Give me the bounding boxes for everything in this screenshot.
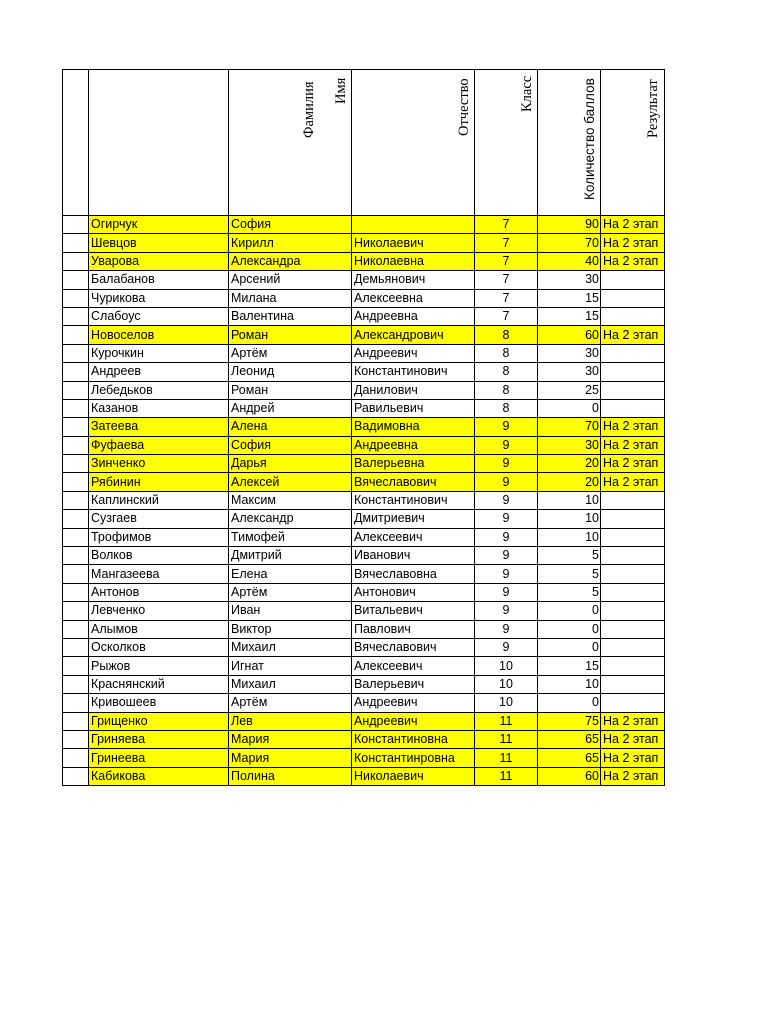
cell-grade: 9 (475, 638, 538, 656)
cell-grade: 10 (475, 694, 538, 712)
cell-result: На 2 этап (601, 712, 665, 730)
cell-score: 0 (538, 638, 601, 656)
header-score-label: Количество баллов (582, 78, 597, 200)
cell-score: 15 (538, 307, 601, 325)
cell-result (601, 510, 665, 528)
cell-index (63, 583, 89, 601)
cell-grade: 8 (475, 399, 538, 417)
cell-patronymic: Вячеславовна (352, 565, 475, 583)
cell-name: Валентина (229, 307, 352, 325)
cell-score: 0 (538, 620, 601, 638)
table-body (63, 216, 665, 786)
cell-patronymic: Дмитриевич (352, 510, 475, 528)
cell-grade: 11 (475, 749, 538, 767)
cell-name: Роман (229, 326, 352, 344)
cell-name: Артём (229, 694, 352, 712)
cell-score: 30 (538, 436, 601, 454)
cell-score: 10 (538, 528, 601, 546)
table-row (63, 730, 665, 748)
table-row (63, 510, 665, 528)
table-row (63, 344, 665, 362)
cell-grade: 8 (475, 363, 538, 381)
cell-result (601, 528, 665, 546)
cell-patronymic (352, 216, 475, 234)
cell-index (63, 363, 89, 381)
cell-result (601, 583, 665, 601)
cell-grade: 7 (475, 252, 538, 270)
cell-grade: 7 (475, 234, 538, 252)
header-score (538, 70, 601, 216)
cell-score: 70 (538, 234, 601, 252)
cell-surname: Лебедьков (89, 381, 229, 399)
header-result (601, 70, 665, 216)
cell-result: На 2 этап (601, 234, 665, 252)
cell-index (63, 252, 89, 270)
cell-patronymic: Андреевич (352, 344, 475, 362)
cell-score: 90 (538, 216, 601, 234)
cell-index (63, 216, 89, 234)
cell-result (601, 271, 665, 289)
cell-name: Милана (229, 289, 352, 307)
cell-surname: Кабикова (89, 767, 229, 785)
cell-surname: Антонов (89, 583, 229, 601)
header-result-label: Результат (645, 79, 661, 138)
table-row (63, 491, 665, 509)
cell-name: Лев (229, 712, 352, 730)
cell-result (601, 289, 665, 307)
cell-index (63, 565, 89, 583)
cell-result (601, 307, 665, 325)
cell-name: Дарья (229, 455, 352, 473)
cell-result: На 2 этап (601, 436, 665, 454)
cell-result (601, 344, 665, 362)
table-row (63, 234, 665, 252)
cell-result: На 2 этап (601, 252, 665, 270)
table-row (63, 381, 665, 399)
header-row (63, 70, 665, 216)
cell-name: Алена (229, 418, 352, 436)
cell-index (63, 436, 89, 454)
cell-score: 0 (538, 602, 601, 620)
cell-surname: Алымов (89, 620, 229, 638)
cell-score: 5 (538, 565, 601, 583)
cell-patronymic: Константинович (352, 363, 475, 381)
table-row (63, 583, 665, 601)
cell-surname: Уварова (89, 252, 229, 270)
cell-score: 65 (538, 749, 601, 767)
cell-score: 15 (538, 289, 601, 307)
cell-result: На 2 этап (601, 455, 665, 473)
cell-name: Кирилл (229, 234, 352, 252)
header-name (229, 70, 352, 216)
cell-name: Леонид (229, 363, 352, 381)
cell-score: 25 (538, 381, 601, 399)
cell-score: 70 (538, 418, 601, 436)
header-surname-label: Фамилия (301, 81, 317, 138)
cell-patronymic: Демьянович (352, 271, 475, 289)
results-table (62, 69, 665, 786)
cell-grade: 9 (475, 455, 538, 473)
cell-score: 30 (538, 271, 601, 289)
cell-index (63, 307, 89, 325)
cell-index (63, 712, 89, 730)
cell-index (63, 289, 89, 307)
cell-index (63, 638, 89, 656)
table-row (63, 216, 665, 234)
cell-name: Арсений (229, 271, 352, 289)
cell-surname: Каплинский (89, 491, 229, 509)
cell-score: 0 (538, 399, 601, 417)
cell-grade: 8 (475, 326, 538, 344)
cell-index (63, 510, 89, 528)
header-patronymic (352, 70, 475, 216)
cell-index (63, 399, 89, 417)
cell-surname: Сузгаев (89, 510, 229, 528)
cell-score: 20 (538, 473, 601, 491)
table-row (63, 418, 665, 436)
cell-index (63, 473, 89, 491)
header-name-label: Имя (333, 77, 349, 104)
cell-result (601, 547, 665, 565)
cell-result: На 2 этап (601, 749, 665, 767)
cell-name: Алексей (229, 473, 352, 491)
table-row (63, 399, 665, 417)
cell-grade: 7 (475, 307, 538, 325)
cell-patronymic: Андреевич (352, 694, 475, 712)
cell-surname: Курочкин (89, 344, 229, 362)
cell-surname: Левченко (89, 602, 229, 620)
cell-grade: 9 (475, 620, 538, 638)
cell-index (63, 767, 89, 785)
cell-index (63, 694, 89, 712)
cell-patronymic: Андреевна (352, 436, 475, 454)
cell-surname: Трофимов (89, 528, 229, 546)
cell-name: Максим (229, 491, 352, 509)
cell-surname: Шевцов (89, 234, 229, 252)
header-grade-label: Класс (519, 75, 535, 112)
cell-patronymic: Николаевич (352, 767, 475, 785)
cell-grade: 10 (475, 657, 538, 675)
cell-result (601, 620, 665, 638)
cell-score: 10 (538, 510, 601, 528)
cell-result (601, 381, 665, 399)
cell-result (601, 363, 665, 381)
header-patronymic-label: Отчество (456, 78, 472, 136)
cell-grade: 9 (475, 528, 538, 546)
cell-name: Виктор (229, 620, 352, 638)
table-row (63, 749, 665, 767)
cell-index (63, 344, 89, 362)
cell-result (601, 638, 665, 656)
header-surname (89, 70, 317, 216)
cell-surname: Затеева (89, 418, 229, 436)
cell-index (63, 547, 89, 565)
cell-result (601, 399, 665, 417)
cell-index (63, 491, 89, 509)
cell-patronymic: Валерьевич (352, 675, 475, 693)
cell-patronymic: Константиновна (352, 730, 475, 748)
table-row (63, 565, 665, 583)
cell-patronymic: Равильевич (352, 399, 475, 417)
cell-name: Михаил (229, 675, 352, 693)
table-row (63, 252, 665, 270)
cell-index (63, 620, 89, 638)
cell-name: София (229, 216, 352, 234)
cell-name: Полина (229, 767, 352, 785)
cell-grade: 11 (475, 712, 538, 730)
cell-name: Мария (229, 749, 352, 767)
cell-surname: Гриняева (89, 730, 229, 748)
cell-surname: Казанов (89, 399, 229, 417)
cell-index (63, 271, 89, 289)
cell-grade: 7 (475, 289, 538, 307)
table-row (63, 602, 665, 620)
table-row (63, 528, 665, 546)
cell-patronymic: Валерьевна (352, 455, 475, 473)
cell-patronymic: Алексеевич (352, 528, 475, 546)
table-row (63, 675, 665, 693)
table-row (63, 307, 665, 325)
cell-name: Игнат (229, 657, 352, 675)
cell-name: Андрей (229, 399, 352, 417)
cell-patronymic: Павлович (352, 620, 475, 638)
cell-grade: 8 (475, 381, 538, 399)
table-row (63, 436, 665, 454)
cell-grade: 10 (475, 675, 538, 693)
cell-result (601, 657, 665, 675)
cell-grade: 9 (475, 436, 538, 454)
cell-grade: 7 (475, 216, 538, 234)
cell-grade: 8 (475, 344, 538, 362)
cell-patronymic: Николаевич (352, 234, 475, 252)
cell-grade: 9 (475, 602, 538, 620)
cell-grade: 9 (475, 565, 538, 583)
table-row (63, 638, 665, 656)
cell-surname: Грищенко (89, 712, 229, 730)
cell-patronymic: Вячеславович (352, 473, 475, 491)
cell-patronymic: Антонович (352, 583, 475, 601)
cell-patronymic: Николаевна (352, 252, 475, 270)
cell-index (63, 326, 89, 344)
cell-patronymic: Вадимовна (352, 418, 475, 436)
cell-surname: Краснянский (89, 675, 229, 693)
table-row (63, 767, 665, 785)
table-row (63, 326, 665, 344)
cell-index (63, 381, 89, 399)
cell-surname: Огирчук (89, 216, 229, 234)
cell-name: Елена (229, 565, 352, 583)
cell-result (601, 491, 665, 509)
cell-name: Михаил (229, 638, 352, 656)
cell-patronymic: Витальевич (352, 602, 475, 620)
cell-score: 40 (538, 252, 601, 270)
cell-name: Александра (229, 252, 352, 270)
cell-surname: Рябинин (89, 473, 229, 491)
cell-result: На 2 этап (601, 730, 665, 748)
cell-patronymic: Андреевна (352, 307, 475, 325)
cell-score: 20 (538, 455, 601, 473)
cell-score: 15 (538, 657, 601, 675)
cell-grade: 9 (475, 547, 538, 565)
cell-name: Артём (229, 344, 352, 362)
header-grade (475, 70, 538, 216)
cell-surname: Новоселов (89, 326, 229, 344)
cell-grade: 11 (475, 730, 538, 748)
cell-index (63, 749, 89, 767)
cell-patronymic: Алексеевна (352, 289, 475, 307)
cell-index (63, 234, 89, 252)
cell-patronymic: Алексеевич (352, 657, 475, 675)
table-row (63, 712, 665, 730)
cell-patronymic: Константинович (352, 491, 475, 509)
cell-score: 10 (538, 491, 601, 509)
cell-surname: Фуфаева (89, 436, 229, 454)
cell-surname: Андреев (89, 363, 229, 381)
cell-grade: 9 (475, 473, 538, 491)
cell-surname: Волков (89, 547, 229, 565)
cell-patronymic: Вячеславович (352, 638, 475, 656)
cell-index (63, 657, 89, 675)
cell-result (601, 694, 665, 712)
cell-patronymic: Данилович (352, 381, 475, 399)
cell-surname: Чурикова (89, 289, 229, 307)
table-row (63, 547, 665, 565)
cell-score: 5 (538, 547, 601, 565)
cell-name: Дмитрий (229, 547, 352, 565)
table-row (63, 473, 665, 491)
cell-surname: Осколков (89, 638, 229, 656)
cell-score: 0 (538, 694, 601, 712)
cell-name: Иван (229, 602, 352, 620)
cell-score: 30 (538, 344, 601, 362)
cell-result: На 2 этап (601, 767, 665, 785)
cell-patronymic: Иванович (352, 547, 475, 565)
cell-result (601, 602, 665, 620)
cell-name: Роман (229, 381, 352, 399)
cell-grade: 11 (475, 767, 538, 785)
cell-surname: Мангазеева (89, 565, 229, 583)
cell-surname: Зинченко (89, 455, 229, 473)
cell-surname: Балабанов (89, 271, 229, 289)
cell-score: 10 (538, 675, 601, 693)
cell-name: Мария (229, 730, 352, 748)
cell-patronymic: Александрович (352, 326, 475, 344)
cell-name: София (229, 436, 352, 454)
cell-score: 60 (538, 767, 601, 785)
cell-score: 5 (538, 583, 601, 601)
cell-index (63, 455, 89, 473)
cell-surname: Рыжов (89, 657, 229, 675)
table-row (63, 694, 665, 712)
cell-surname: Гринеева (89, 749, 229, 767)
cell-grade: 9 (475, 510, 538, 528)
table-row (63, 455, 665, 473)
table-row (63, 657, 665, 675)
cell-index (63, 730, 89, 748)
table-row (63, 289, 665, 307)
header-index (63, 70, 89, 216)
cell-result: На 2 этап (601, 216, 665, 234)
cell-score: 30 (538, 363, 601, 381)
cell-result (601, 675, 665, 693)
cell-name: Александр (229, 510, 352, 528)
cell-surname: Кривошеев (89, 694, 229, 712)
cell-patronymic: Константинровна (352, 749, 475, 767)
cell-grade: 9 (475, 418, 538, 436)
cell-score: 75 (538, 712, 601, 730)
cell-name: Артём (229, 583, 352, 601)
cell-score: 65 (538, 730, 601, 748)
cell-result: На 2 этап (601, 418, 665, 436)
cell-index (63, 675, 89, 693)
cell-patronymic: Андреевич (352, 712, 475, 730)
cell-result: На 2 этап (601, 326, 665, 344)
table-row (63, 271, 665, 289)
cell-index (63, 418, 89, 436)
cell-score: 60 (538, 326, 601, 344)
table-row (63, 363, 665, 381)
cell-index (63, 528, 89, 546)
cell-grade: 9 (475, 583, 538, 601)
cell-surname: Слабоус (89, 307, 229, 325)
cell-result (601, 565, 665, 583)
cell-index (63, 602, 89, 620)
cell-name: Тимофей (229, 528, 352, 546)
table-row (63, 620, 665, 638)
cell-grade: 9 (475, 491, 538, 509)
cell-grade: 7 (475, 271, 538, 289)
cell-result: На 2 этап (601, 473, 665, 491)
